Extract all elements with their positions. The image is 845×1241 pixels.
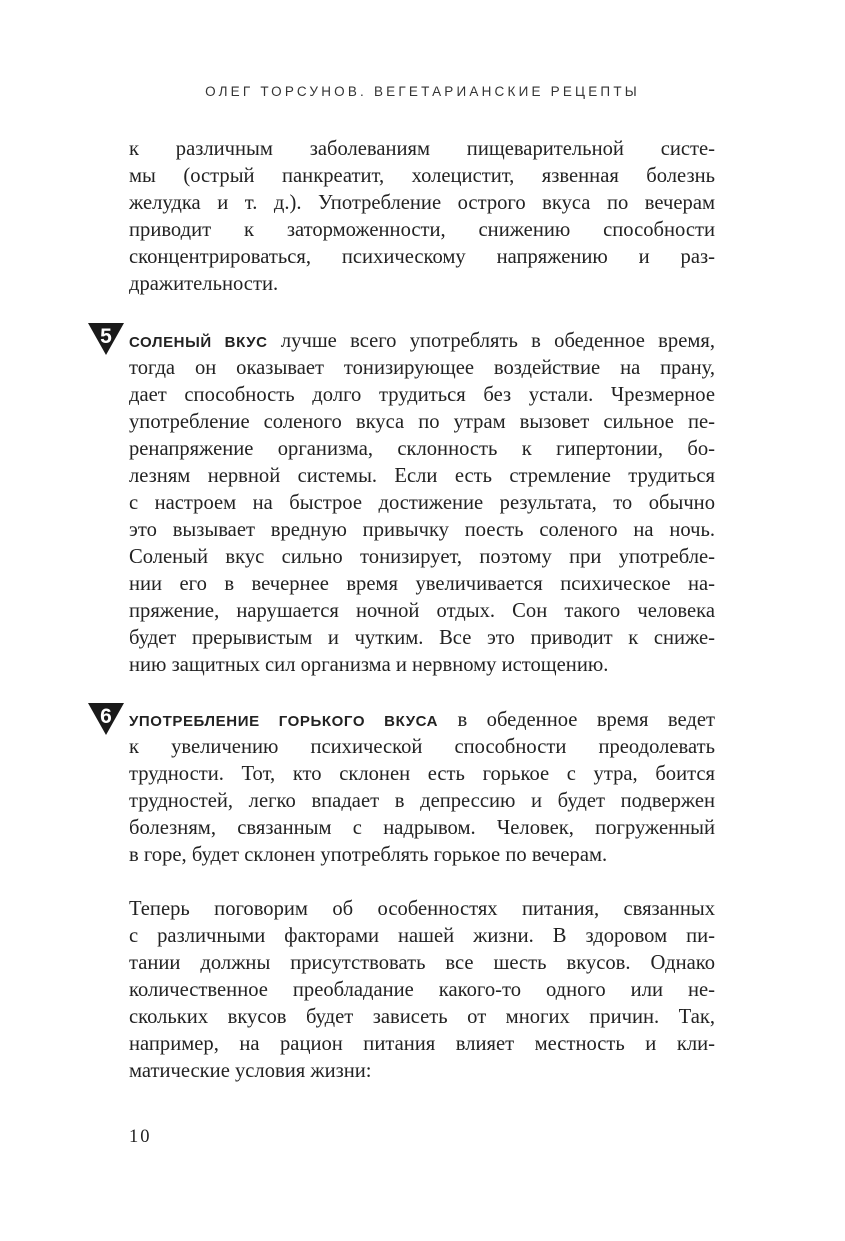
text-line: к увеличению психической способности преодолевать	[129, 736, 715, 758]
section-number: 6	[100, 705, 112, 728]
text-line: дает способность долго трудиться без устали. Чрезмерное	[129, 384, 715, 406]
text-line: с различными факторами нашей жизни. В здоровом пи-	[129, 925, 715, 947]
section-number: 5	[100, 325, 112, 348]
section-lead: СОЛЕНЫЙ ВКУС	[129, 334, 268, 351]
text-line: нию защитных сил организма и нервному истощению.	[129, 654, 609, 676]
text-line: болезням, связанным с надрывом. Человек, погруженный	[129, 817, 715, 839]
text-line: тогда он оказывает тонизирующее воздействие на прану,	[129, 357, 715, 379]
page-number: 10	[129, 1127, 152, 1147]
text-line: трудности. Тот, кто склонен есть горькое с утра, боится	[129, 763, 715, 785]
text-line: трудностей, легко впадает в депрессию и будет подвержен	[129, 790, 715, 812]
text-line: лезням нервной системы. Если есть стремление трудиться	[129, 465, 715, 487]
text-line: приводит к заторможенности, снижению способности	[129, 219, 715, 241]
text-run: лучше всего употреблять в обеденное время,	[267, 330, 715, 352]
text-line	[129, 328, 715, 355]
text-run: в обеденное время ведет	[438, 709, 715, 731]
running-head: ОЛЕГ ТОРСУНОВ. ВЕГЕТАРИАНСКИЕ РЕЦЕПТЫ	[205, 84, 640, 99]
section-6-marker	[88, 703, 124, 735]
text-line: ренапряжение организма, склонность к гипертонии, бо-	[129, 438, 715, 460]
text-line: скольких вкусов будет зависеть от многих причин. Так,	[129, 1006, 715, 1028]
text-line: с настроем на быстрое достижение результата, то обычно	[129, 492, 715, 514]
section-5-marker	[88, 323, 124, 355]
text-line: сконцентрироваться, психическому напряжению и раз-	[129, 246, 715, 268]
text-line: в горе, будет склонен употреблять горькое по вечерам.	[129, 844, 608, 866]
text-line: нии его в вечернее время увеличивается психическое на-	[129, 573, 715, 595]
text-line: мы (острый панкреатит, холецистит, язвенная болезнь	[129, 165, 715, 187]
text-line: будет прерывистым и чутким. Все это приводит к сниже-	[129, 627, 715, 649]
text-line	[129, 707, 715, 734]
text-line: например, на рацион питания влияет местность и кли-	[129, 1033, 715, 1055]
section-lead: УПОТРЕБЛЕНИЕ ГОРЬКОГО ВКУСА	[129, 713, 439, 730]
text-line: количественное преобладание какого-то одного или не-	[129, 979, 715, 1001]
text-line: желудка и т. д.). Употребление острого вкуса по вечерам	[129, 192, 715, 214]
text-line: дражительности.	[129, 273, 279, 295]
text-line: Теперь поговорим об особенностях питания, связанных	[129, 898, 715, 920]
text-line: это вызывает вредную привычку поесть соленого на ночь.	[129, 519, 715, 541]
text-line: тании должны присутствовать все шесть вкусов. Однако	[129, 952, 715, 974]
text-line: Соленый вкус сильно тонизирует, поэтому при употребле-	[129, 546, 715, 568]
text-line: матические условия жизни:	[129, 1060, 372, 1082]
text-line: употребление соленого вкуса по утрам вызовет сильное пе-	[129, 411, 715, 433]
text-line: пряжение, нарушается ночной отдых. Сон такого человека	[129, 600, 715, 622]
text-line: к различным заболеваниям пищеварительной систе-	[129, 138, 715, 160]
